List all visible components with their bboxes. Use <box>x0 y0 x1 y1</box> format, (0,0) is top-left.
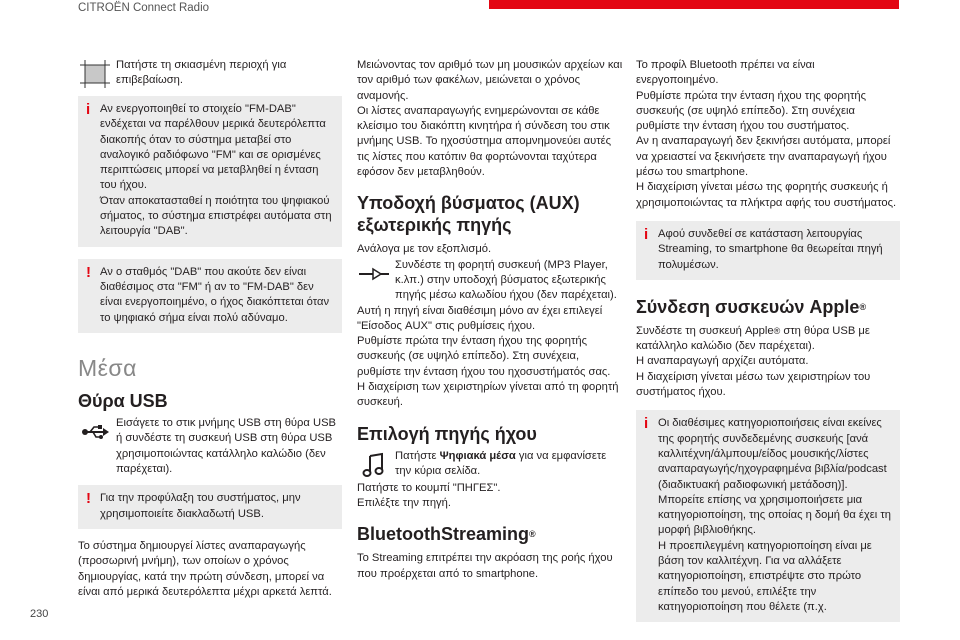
col3-para-2: Ρυθμίστε πρώτα την ένταση ήχου της φορητής συσκευής (σε υψηλό επίπεδο). Στη συνέχεια ρυθμίστε την ένταση ήχου του συστήματος. <box>636 89 867 133</box>
info-icon: i <box>86 101 91 118</box>
media-button-label: Ψηφιακά μέσα <box>439 449 516 462</box>
col3-para-1: Το προφίλ Bluetooth πρέπει να είναι ενεργοποιημένο. <box>636 59 815 87</box>
source-text-pre: Πατήστε <box>395 449 440 462</box>
music-note-icon <box>357 449 391 481</box>
aux-heading: Υποδοχή βύσματος (AUX) εξωτερικής πηγής <box>357 193 580 236</box>
apple-p1-sup: ® <box>773 325 781 336</box>
section-title: Μέσα <box>78 354 137 381</box>
warning-text: Αν ο σταθμός "DAB" που ακούτε δεν είναι διαθέσιμος στα "FM" ή αν το "FM-DAB" δεν είναι ενεργοποιημένο, ο ήχος διακόπτεται όταν το ψηφιακό σήμα είναι πολύ αδύναμο. <box>100 265 330 324</box>
source-text <box>395 449 623 480</box>
grid-tap-line <box>78 58 342 90</box>
warning-box-usb <box>78 485 342 529</box>
warning-usb-text: Για την προφύλαξη του συστήματος, μην χρησιμοποιείτε διακλαδωτή USB. <box>100 492 301 520</box>
info-text-b: Όταν αποκατασταθεί η ποιότητα του ψηφιακού σήματος, το σύστημα επιστρέφει αυτόματα στη λειτουργία "DAB". <box>100 194 332 238</box>
source-heading: Επιλογή πηγής ήχου <box>357 423 537 444</box>
aux-text: Συνδέστε τη φορητή συσκευή (MP3 Player, κ.λπ.) στην υποδοχή βύσματος εξωτερικής πηγής μέσω καλωδίου ήχου (δεν παρέχεται). <box>395 258 617 302</box>
apple-title: Σύνδεση συσκευών Apple <box>636 296 860 317</box>
bt-title: BluetoothStreaming <box>357 524 530 545</box>
apple-heading <box>636 296 900 318</box>
apple-para-3: Η διαχείριση γίνεται μέσω των χειριστηρίων του συστήματος ήχου. <box>636 370 871 399</box>
info-icon: i <box>644 415 649 433</box>
col2-para-2: Οι λίστες αναπαραγωγής ενημερώνονται σε κάθε κλείσιμο του διακόπτη κινητήρα ή σύνδεση του στικ μνήμης USB. Το ηχοσύστημα απομνημονεύει αυτές τις λίστες που κατόπιν θα φορτώνονται ταχύτερα εφόσον δεν μεταβληθούν. <box>357 104 612 179</box>
usb-line <box>78 416 342 477</box>
page-number: 230 <box>30 608 49 620</box>
aux-para-3: Ρυθμίστε πρώτα την ένταση ήχου της φορητής συσκευής (σε υψηλό επίπεδο). Στη συνέχεια, ρυθμίστε την ένταση ήχου του ηχοσυστήματός σας. <box>357 335 611 378</box>
source-para-2: Πατήστε το κουμπί "ΠΗΓΕΣ". <box>357 481 501 494</box>
info-icon: i <box>644 225 649 243</box>
warning-box-dab <box>78 259 342 333</box>
playlists-text: Το σύστημα δημιουργεί λίστες αναπαραγωγής (προσωρινή μνήμη), των οποίων ο χρόνος δημιουργίας, κατά την πρώτη σύνδεση, μπορεί να είναι από μερικά δευτερόλεπτα μέχρι αρκετά λεπτά. <box>78 539 332 598</box>
column-1 <box>78 58 342 600</box>
bt-text: Το Streaming επιτρέπει την ακρόαση της ροής ήχου που προέρχεται από το smartphone. <box>357 552 613 580</box>
warning-icon: ! <box>86 490 91 508</box>
apple-para-2: Η αναπαραγωγή αρχίζει αυτόματα. <box>636 355 809 368</box>
usb-icon <box>78 416 112 448</box>
apple-p1-b: στη θύρα USB με κατάλληλο καλώδιο (δεν παρέχεται). <box>636 324 870 353</box>
info-box-fm-dab <box>78 96 342 247</box>
info-apple-a: Οι διαθέσιμες κατηγοριοποιήσεις είναι εκείνες της φορητής συνδεδεμένης συσκευής [ανά καλλιτέχνη/άλμπουμ/είδος μουσικής/λίστες αναπαραγωγής/ηχογραφημένα βιβλία/podcast (διαδικτυακή ραδιοφωνική μετάδοση)]. Μπορείτε επίσης να χρησιμοποιήσετε μια κατηγοριοποίηση, της οποίας η δομή θα έχει τη μορφή βιβλιοθήκης. <box>658 417 892 537</box>
bt-sup: ® <box>529 529 536 540</box>
source-line <box>357 449 623 481</box>
source-para-3: Επιλέξτε την πηγή. <box>357 496 451 509</box>
warning-icon: ! <box>86 263 91 281</box>
header-title: CITROËN Connect Radio <box>78 2 210 14</box>
aux-subtitle: Ανάλογα με τον εξοπλισμό. <box>357 243 492 256</box>
aux-para-4: Η διαχείριση των χειριστηρίων γίνεται από τη φορητή συσκευή. <box>357 381 619 409</box>
usb-text: Εισάγετε το στικ μνήμης USB στη θύρα USB ή συνδέστε τη συσκευή USB στη θύρα USB χρησιμοποιώντας κατάλληλο καλώδιο (δεν παρέχεται). <box>116 417 336 476</box>
info-box-apple <box>636 410 900 622</box>
col3-para-4: Η διαχείριση γίνεται μέσω της φορητής συσκευής ή χρησιμοποιώντας τα πλήκτρα αφής του συστήματος. <box>636 181 897 209</box>
apple-sup: ® <box>859 301 867 312</box>
column-2 <box>357 58 623 582</box>
usb-heading: Θύρα USB <box>78 391 168 412</box>
header-red-bar <box>489 0 899 9</box>
col3-para-3: Αν η αναπαραγωγή δεν ξεκινήσει αυτόματα, μπορεί να χρειαστεί να ξεκινήσετε την αναπαραγωγή ήχου μέσω του smartphone. <box>636 135 891 179</box>
info-streaming-text: Αφού συνδεθεί σε κατάσταση λειτουργίας Streaming, το smartphone θα θεωρείται πηγή πολυμέσων. <box>658 227 883 271</box>
col2-para-1: Μειώνοντας τον αριθμό των μη μουσικών αρχείων και τον αριθμό των φακέλων, μειώνεται ο χρόνος αναμονής. <box>357 59 623 102</box>
aux-jack-icon <box>357 258 391 290</box>
aux-para-2: Αυτή η πηγή είναι διαθέσιμη μόνο αν έχει επιλεγεί "Είσοδος AUX" στις ρυθμίσεις ήχου. <box>357 304 603 332</box>
apple-p1-a: Συνδέστε τη συσκευή Apple <box>636 324 774 337</box>
column-3 <box>636 58 900 622</box>
grid-icon <box>78 58 112 90</box>
info-box-streaming <box>636 221 900 280</box>
bt-heading <box>357 523 623 545</box>
apple-para-1 <box>636 324 900 355</box>
info-apple-b: Η προεπιλεγμένη κατηγοριοποίηση είναι με βάση τον καλλιτέχνη. Για να αλλάξετε κατηγοριοποίηση, επιστρέψτε στο πρώτο επίπεδο του μενού, επιλέξτε την κατηγοριοποίηση που θέλετε (π.χ. <box>658 539 872 613</box>
aux-line <box>357 258 623 304</box>
source-text-post: για να εμφανίσετε την κύρια σελίδα. <box>395 449 607 477</box>
tap-grid-text: Πατήστε τη σκιασμένη περιοχή για επιβεβαίωση. <box>116 59 287 87</box>
info-text-a: Αν ενεργοποιηθεί το στοιχείο "FM-DAB" ενδέχεται να παρέλθουν μερικά δευτερόλεπτα διακοπής όταν το σύστημα μεταβεί στο αναλογικό ραδιόφωνο "FM" και σε ορισμένες περιπτώσεις μπορεί να μεταβληθεί η ένταση του ήχου. <box>100 103 326 192</box>
